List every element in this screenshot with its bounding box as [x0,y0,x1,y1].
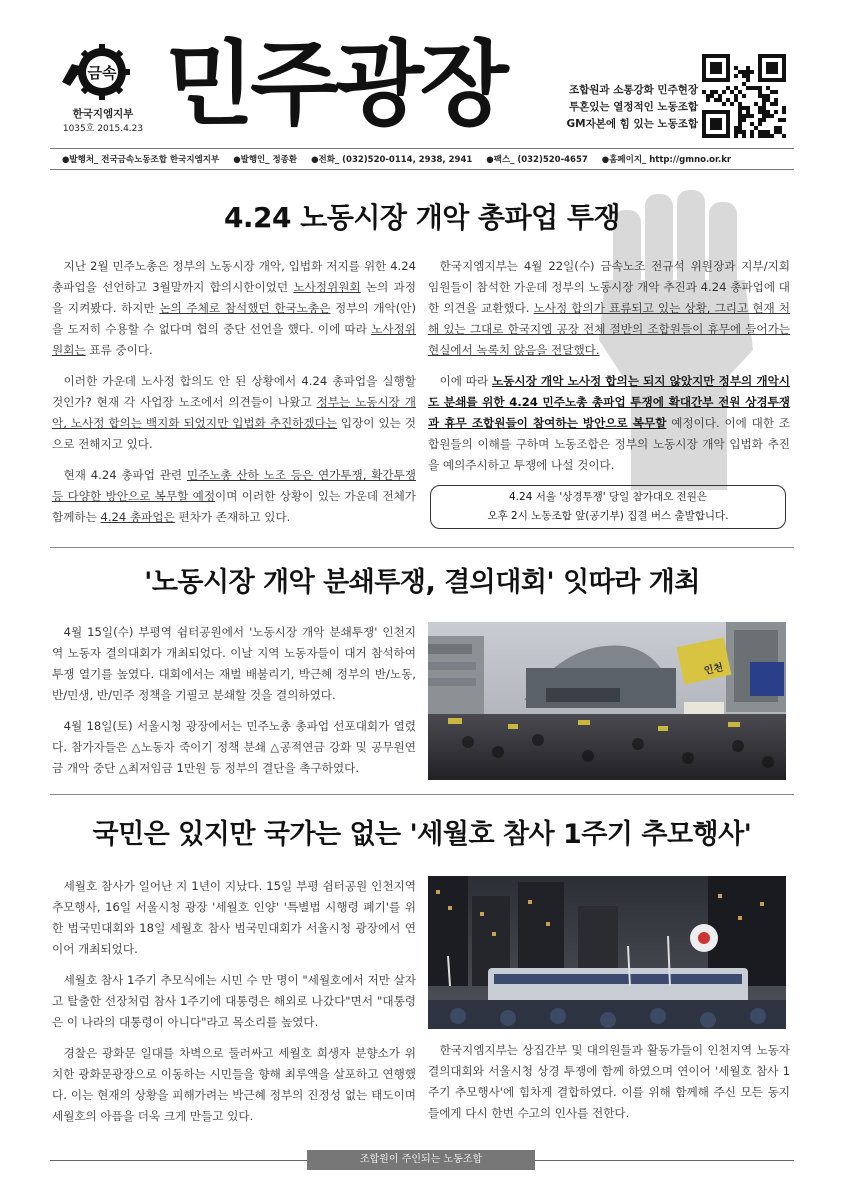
text-span: 표류 중이다. [85,343,153,357]
text-span: 4.24 총파업은 [100,510,175,524]
text-span: 노동시장 개악 노사정 합의는 되지 않았지만 정부의 개악시도 분쇄를 위한 4.24 민주노총 총파업 투쟁에 확대간부 전원 상경투쟁과 휴무 조합원들이 참여하는 방안으로 복무할 [428,374,791,430]
text-span: 입장이 있는 것으로 전해지고 있다. [52,416,416,451]
text-span: 세월호 참사 1주기 추모식에는 시민 수 만 명이 "세월호에서 저만 살자고 탈출한 선장처럼 참사 1주기에 대통령은 해외로 나갔다"면서 "대통령은 이 나라의 대통령이 아니다"라고 목소리를 높였다. [52,973,416,1029]
homepage-link[interactable]: ●홈페이지_ http://gmno.or.kr [601,155,732,165]
text-span: 민주노총 산하 노조 등은 연가투쟁, 확간투쟁 등 다양한 방안으로 복무할 예정 [52,468,416,503]
notice-line: 오후 2시 노동조합 앞(공기부) 집결 버스 출발합니다. [487,510,729,522]
editor: ●발행인_ 정종환 [233,155,298,165]
text-span: 지난 2월 민주노총은 정부의 노동시장 개악, 입법화 저지를 위한 4.24 총파업을 선언하고 3월말까지 합의시한이었던 [52,259,416,294]
text-span: 논의 과정을 지켜봤다. 하지만 [52,280,416,315]
paper-title: 민주광장 [165,31,505,138]
text-span: 한국지엠지부는 상집간부 및 대의원들과 활동가들이 인천지역 노동자 결의대회와 서울시청 상경 투쟁에 함께 하였으며 연이어 '세월호 참사 1주기 추모행사'에 힘차게 결합하였다. 이를 위해 함께해 주신 모든 동지들에게 다시 한번 수고의 인사를 전한다. [428,1043,790,1120]
info-bar [50,148,794,170]
article3-left-column [52,876,416,1137]
paragraph [428,256,790,361]
text-span: 편차가 존재하고 있다. [174,510,291,524]
notice-box [430,485,786,529]
rally-photo-image [428,622,786,780]
paragraph [52,1043,416,1127]
article1-right-column [428,256,790,486]
memorial-photo-image [428,876,786,1029]
slogans [528,82,698,133]
union-name: 한국지엠지부 [72,108,134,120]
rally-photo [428,622,786,780]
section-divider [50,794,794,795]
article1-headline: 4.24 노동시장 개악 총파업 투쟁 [223,201,621,234]
banner-text: 인천 [703,662,725,678]
union-logo-icon [58,42,136,102]
svg-text:금속: 금속 [87,64,117,82]
text-span: 이에 따라 [439,374,493,388]
text-span: 현재 4.24 총파업 관련 [63,468,187,482]
qr-code-icon[interactable] [702,54,786,138]
footer-slogan: 조합원이 주인되는 노동조합 [307,1150,535,1170]
paragraph [428,1040,790,1124]
text-span: 이러한 가운데 노사정 합의도 안 된 상황에서 4.24 총파업을 실행할 것인가? 현재 각 사업장 노조에서 의견들이 나왔고 [52,374,416,409]
text-span: 예정이다. 이에 대한 조합원들의 이해를 구하며 노동조합은 정부의 노동시장 개악 입법화 추진을 예의주시하고 투쟁에 나설 것이다. [428,416,790,472]
article1-left-column [52,256,416,538]
paragraph [52,256,416,361]
section-divider [50,547,794,548]
issue-info: 1035호 2015.4.23 [62,124,144,134]
text-span: 이며 이러한 상황이 있는 가운데 전체가 함께하는 [52,489,417,524]
paragraph [52,371,416,455]
text-span: 노사정위원회는 [52,322,416,357]
paragraph [52,465,416,528]
text-span: 한국지엠지부는 4월 22일(수) 금속노조 전규석 위원장과 지부/지회 임원들이 참석한 가운데 정부의 노동시장 개악 추진과 4.24 총파업에 대한 의견을 교환했다. [428,259,790,315]
article3-right-column [428,1040,790,1134]
article3-headline: 국민은 있지만 국가는 없는 '세월호 참사 1주기 추모행사' [92,819,752,850]
article2-left-column [52,622,416,789]
memorial-photo [428,876,786,1029]
text-span: 논의 주체로 참석했던 한국노총은 [159,301,331,315]
paragraph [52,622,416,706]
publisher: ●발행처_ 전국금속노동조합 한국지엠지부 [62,155,220,165]
article2-headline: '노동시장 개악 분쇄투쟁, 결의대회' 잇따라 개최 [144,567,700,598]
text-span: 경찰은 광화문 일대를 차벽으로 둘러싸고 세월호 희생자 분향소가 위치한 광화문광장으로 이동하는 시민들을 향해 최루액을 살포하고 연행했다. 이는 현재의 상황을 피해가려는 박근혜 정부의 진정성 없는 태도이며 세월호의 아픔을 더욱 크게 만들고 있다. [52,1046,416,1123]
slogan-line: GM자본에 힘 있는 노동조합 [566,118,698,130]
paragraph [52,716,416,779]
phone: ●전화_ (032)520-0114, 2938, 2941 [311,155,473,165]
text-span: 노사정위원회 [293,280,361,294]
text-span: 정부는 노동시장 개악, 노사정 합의는 백지화 되었지만 입법화 추진하겠다는 [52,395,416,430]
paragraph [52,876,416,960]
paragraph [428,371,790,476]
paragraph [52,970,416,1033]
slogan-line: 조합원과 소통강화 민주현장 [568,84,698,96]
text-span: 정부의 개악(안)을 도저히 수용할 수 없다며 협의 중단 선언을 했다. 이에 따라 [52,301,416,336]
fax: ●팩스_ (032)520-4657 [486,155,588,165]
masthead [0,0,842,150]
text-span: 4월 15일(수) 부평역 쉼터공원에서 '노동시장 개악 분쇄투쟁' 인천지역 노동자 결의대회가 개최되었다. 이날 지역 노동자들이 대거 참석하여 투쟁 열기를 높였다. 대회에서는 재벌 배불리기, 박근혜 정부의 반/노동, 반/민생, 반/민주 정책을 기필코 분쇄할 것을 결의하였다. [52,625,416,702]
slogan-line: 투혼있는 열정적인 노동조합 [568,101,698,113]
text-span: 노사정 합의가 표류되고 있는 상황, 그리고 현재 처해 있는 그대로 한국지엠 공장 전체 절반의 조합원들이 휴무에 들어가는 현실에서 녹록치 않음을 전달했다. [428,301,790,357]
text-span: 세월호 참사가 일어난 지 1년이 지났다. 15일 부평 쉼터공원 인천지역 추모행사, 16일 서울시청 광장 '세월호 인양' '특별법 시행령 폐기'를 위한 범국민대회와 18일 세월호 참사 범국민대회가 서울시청 광장에서 연이어 개최되었다. [52,879,416,956]
text-span: 4월 18일(토) 서울시청 광장에서는 민주노총 총파업 선포대회가 열렸다. 참가자들은 △노동자 죽이기 정책 분쇄 △공적연금 강화 및 공무원연금 개악 중단 △최저임금 1만원 등 정부의 결단을 촉구하였다. [52,719,416,775]
notice-line: 4.24 서울 '상경투쟁' 당일 참가대오 전원은 [509,491,707,503]
